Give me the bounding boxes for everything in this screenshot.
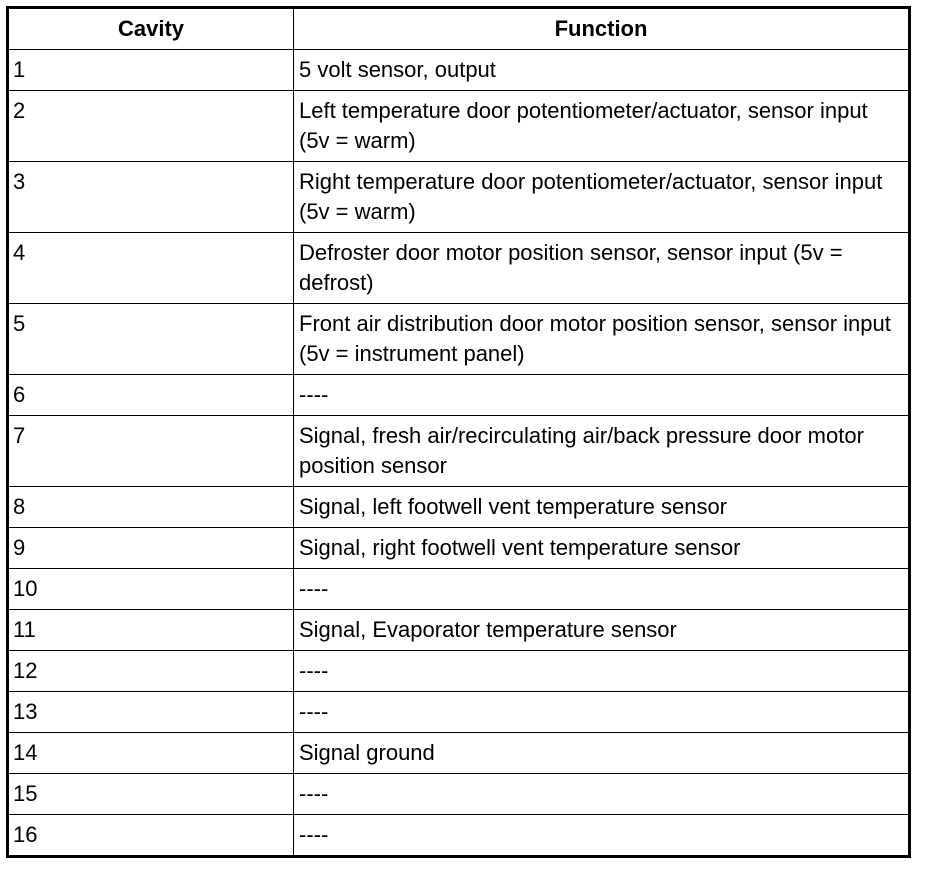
function-column-header: Function: [294, 8, 910, 50]
function-cell: Right temperature door potentiometer/actuator, sensor input (5v = warm): [294, 162, 910, 233]
cavity-cell: 16: [8, 815, 294, 857]
function-cell: Signal, right footwell vent temperature sensor: [294, 528, 910, 569]
table-row: [8, 692, 910, 733]
cavity-cell: 12: [8, 651, 294, 692]
table-row: [8, 304, 910, 375]
table-row: [8, 162, 910, 233]
function-cell: ----: [294, 569, 910, 610]
function-cell: 5 volt sensor, output: [294, 50, 910, 91]
function-cell: Signal ground: [294, 733, 910, 774]
function-cell: Signal, left footwell vent temperature sensor: [294, 487, 910, 528]
cavity-cell: 5: [8, 304, 294, 375]
cavity-cell: 11: [8, 610, 294, 651]
cavity-cell: 3: [8, 162, 294, 233]
table-row: [8, 233, 910, 304]
function-cell: ----: [294, 692, 910, 733]
table-row: [8, 815, 910, 857]
function-cell: ----: [294, 815, 910, 857]
function-cell: Signal, fresh air/recirculating air/back pressure door motor position sensor: [294, 416, 910, 487]
function-cell: ----: [294, 774, 910, 815]
cavity-cell: 7: [8, 416, 294, 487]
table-row: [8, 487, 910, 528]
table-body: [8, 50, 910, 857]
table-row: [8, 774, 910, 815]
table-row: [8, 569, 910, 610]
function-cell: ----: [294, 651, 910, 692]
cavity-cell: 15: [8, 774, 294, 815]
table-row: [8, 733, 910, 774]
cavity-cell: 2: [8, 91, 294, 162]
cavity-function-table: [6, 6, 911, 858]
table-row: [8, 416, 910, 487]
table-row: [8, 528, 910, 569]
cavity-cell: 14: [8, 733, 294, 774]
cavity-cell: 13: [8, 692, 294, 733]
function-cell: ----: [294, 375, 910, 416]
cavity-cell: 6: [8, 375, 294, 416]
function-cell: Defroster door motor position sensor, sensor input (5v = defrost): [294, 233, 910, 304]
cavity-cell: 9: [8, 528, 294, 569]
cavity-cell: 1: [8, 50, 294, 91]
function-cell: Front air distribution door motor position sensor, sensor input (5v = instrument panel): [294, 304, 910, 375]
function-cell: Left temperature door potentiometer/actuator, sensor input (5v = warm): [294, 91, 910, 162]
table-row: [8, 651, 910, 692]
cavity-cell: 4: [8, 233, 294, 304]
table-row: [8, 91, 910, 162]
table-row: [8, 50, 910, 91]
cavity-cell: 8: [8, 487, 294, 528]
cavity-cell: 10: [8, 569, 294, 610]
table-row: [8, 375, 910, 416]
cavity-column-header: Cavity: [8, 8, 294, 50]
header-row: [8, 8, 910, 50]
function-cell: Signal, Evaporator temperature sensor: [294, 610, 910, 651]
table-row: [8, 610, 910, 651]
